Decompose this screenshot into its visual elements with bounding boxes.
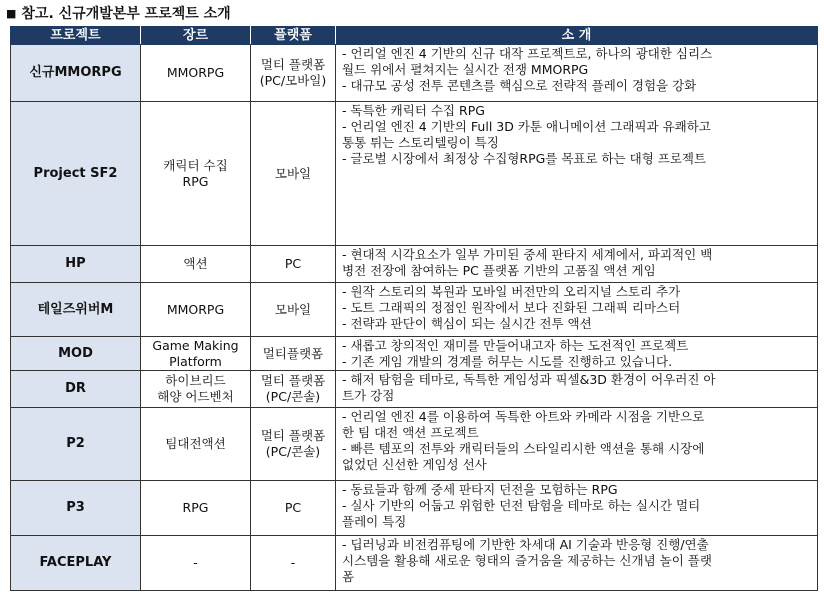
table-row bbox=[11, 408, 818, 481]
description-line: - 새롭고 창의적인 재미를 만들어내고자 하는 도전적인 프로젝트 bbox=[342, 338, 689, 353]
description-line: - 대규모 공성 전투 콘텐츠를 핵심으로 전략적 플레이 경험을 강화 bbox=[342, 78, 697, 93]
project-name-cell: FACEPLAY bbox=[11, 536, 141, 591]
genre-cell: 팀대전액션 bbox=[141, 408, 251, 481]
description-line: - 전략과 판단이 핵심이 되는 실시간 전투 액션 bbox=[342, 316, 592, 331]
project-name-cell: DR bbox=[11, 371, 141, 408]
description-cell bbox=[336, 408, 818, 481]
description-cell bbox=[336, 371, 818, 408]
platform-cell: 멀티플랫폼 bbox=[251, 337, 336, 371]
description-line: - 빠른 템포의 전투와 캐릭터들의 스타일리시한 액션을 통해 시장에 bbox=[342, 441, 705, 456]
table-row bbox=[11, 536, 818, 591]
genre-cell: MMORPG bbox=[141, 283, 251, 337]
description-cell bbox=[336, 337, 818, 371]
description-line: - 언리얼 엔진 4 기반의 Full 3D 카툰 애니메이션 그래픽과 유쾌하고 bbox=[342, 119, 711, 134]
project-name-cell: P2 bbox=[11, 408, 141, 481]
table-row bbox=[11, 371, 818, 408]
page-title-text: 참고. 신규개발본부 프로젝트 소개 bbox=[21, 6, 231, 22]
genre-cell: Game Making Platform bbox=[141, 337, 251, 371]
project-name-cell: MOD bbox=[11, 337, 141, 371]
description-cell bbox=[336, 102, 818, 246]
genre-cell: - bbox=[141, 536, 251, 591]
platform-cell: - bbox=[251, 536, 336, 591]
platform-cell: 모바일 bbox=[251, 283, 336, 337]
project-name-cell: P3 bbox=[11, 481, 141, 536]
description-line: 트가 강점 bbox=[342, 388, 395, 403]
description-line: - 해저 탐험을 테마로, 독특한 게임성과 픽셀&3D 환경이 어우러진 아 bbox=[342, 372, 716, 387]
description-cell bbox=[336, 45, 818, 102]
platform-cell: 모바일 bbox=[251, 102, 336, 246]
description-line: - 딥러닝과 비전컴퓨팅에 기반한 차세대 AI 기술과 반응형 진행/연출 bbox=[342, 537, 709, 552]
description-line: - 언리얼 엔진 4를 이용하여 독특한 아트와 카메라 시점을 기반으로 bbox=[342, 409, 705, 424]
page-title bbox=[6, 3, 231, 25]
description-line: - 기존 게임 개발의 경계를 허무는 시도를 진행하고 있습니다. bbox=[342, 354, 673, 369]
description-line: 플레이 특징 bbox=[342, 514, 407, 529]
header-description: 소 개 bbox=[336, 27, 818, 45]
description-line: - 현대적 시각요소가 일부 가미된 중세 판타지 세계에서, 파괴적인 백 bbox=[342, 247, 713, 262]
platform-cell: PC bbox=[251, 246, 336, 283]
header-genre: 장르 bbox=[141, 27, 251, 45]
genre-cell: 캐릭터 수집 RPG bbox=[141, 102, 251, 246]
platform-cell: 멀티 플랫폼 (PC/콘솔) bbox=[251, 371, 336, 408]
table-header-row bbox=[11, 27, 818, 45]
table-row bbox=[11, 283, 818, 337]
square-bullet-icon: ■ bbox=[6, 7, 17, 20]
description-line: - 원작 스토리의 복원과 모바일 버전만의 오리지널 스토리 추가 bbox=[342, 284, 681, 299]
genre-cell: 액션 bbox=[141, 246, 251, 283]
description-line: - 동료들과 함께 중세 판타지 던전을 모험하는 RPG bbox=[342, 482, 618, 497]
table-row bbox=[11, 481, 818, 536]
description-line: - 독특한 캐릭터 수집 RPG bbox=[342, 103, 485, 118]
description-line: 시스템을 활용해 새로운 형태의 즐거움을 제공하는 신개념 놀이 플랫 bbox=[342, 553, 712, 568]
platform-cell: 멀티 플랫폼 (PC/모바일) bbox=[251, 45, 336, 102]
project-name-cell: Project SF2 bbox=[11, 102, 141, 246]
project-name-cell: 신규MMORPG bbox=[11, 45, 141, 102]
project-name-cell: HP bbox=[11, 246, 141, 283]
description-line: - 언리얼 엔진 4 기반의 신규 대작 프로젝트로, 하나의 광대한 심리스 bbox=[342, 46, 713, 61]
description-line: - 글로벌 시장에서 최정상 수집형RPG를 목표로 하는 대형 프로젝트 bbox=[342, 151, 707, 166]
description-line: 월드 위에서 펼쳐지는 실시간 전쟁 MMORPG bbox=[342, 62, 589, 77]
header-platform: 플랫폼 bbox=[251, 27, 336, 45]
header-project: 프로젝트 bbox=[11, 27, 141, 45]
table-row bbox=[11, 337, 818, 371]
description-line: 없었던 신선한 게임성 선사 bbox=[342, 457, 487, 472]
description-cell bbox=[336, 536, 818, 591]
platform-cell: PC bbox=[251, 481, 336, 536]
platform-cell: 멀티 플랫폼 (PC/콘솔) bbox=[251, 408, 336, 481]
description-cell bbox=[336, 481, 818, 536]
table-row bbox=[11, 246, 818, 283]
genre-cell: 하이브리드 해양 어드벤처 bbox=[141, 371, 251, 408]
description-line: 폼 bbox=[342, 569, 355, 584]
description-line: 병전 전장에 참여하는 PC 플랫폼 기반의 고품질 액션 게임 bbox=[342, 263, 656, 278]
description-cell bbox=[336, 246, 818, 283]
description-line: - 실사 기반의 어둡고 위험한 던전 탐험을 테마로 하는 실시간 멀티 bbox=[342, 498, 701, 513]
description-line: 통통 튀는 스토리텔링이 특징 bbox=[342, 135, 499, 150]
project-table bbox=[10, 26, 818, 591]
genre-cell: MMORPG bbox=[141, 45, 251, 102]
project-name-cell: 테일즈위버M bbox=[11, 283, 141, 337]
table-row bbox=[11, 102, 818, 246]
table-row bbox=[11, 45, 818, 102]
description-line: 한 팀 대전 액션 프로젝트 bbox=[342, 425, 479, 440]
description-cell bbox=[336, 283, 818, 337]
genre-cell: RPG bbox=[141, 481, 251, 536]
description-line: - 도트 그래픽의 정점인 원작에서 보다 진화된 그래픽 리마스터 bbox=[342, 300, 681, 315]
